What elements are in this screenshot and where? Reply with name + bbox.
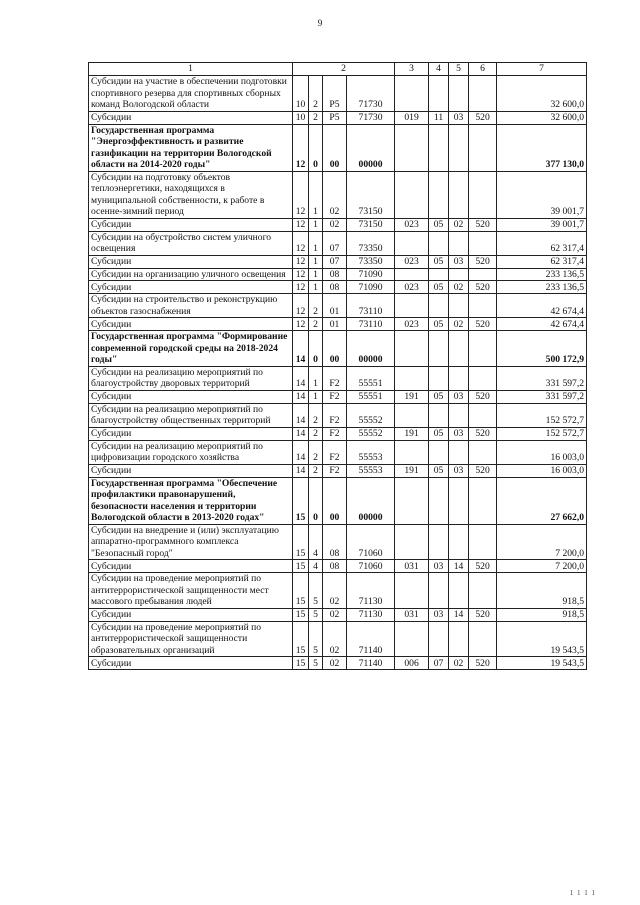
subsidy-row [89,560,587,573]
code-program-cell: 15 [293,573,309,609]
department-code-cell: 191 [395,464,429,477]
subsection-code-cell [449,366,469,390]
subsidy-row [89,390,587,403]
code-number-cell: 00000 [347,477,395,524]
item-row [89,573,587,609]
code-subprogram-cell: 1 [309,366,323,390]
code-direction-cell: 00 [323,331,347,367]
section-code-cell: 05 [429,318,449,331]
row-name-cell: Субсидии [89,608,293,621]
amount-cell: 233 136,5 [497,281,587,294]
department-code-cell: 031 [395,608,429,621]
code-direction-cell: 08 [323,524,347,560]
amount-cell: 62 317,4 [497,255,587,268]
amount-cell: 32 600,0 [497,76,587,112]
code-program-cell: 14 [293,427,309,440]
department-code-cell: 019 [395,111,429,124]
section-code-cell [429,366,449,390]
section-code-cell: 03 [429,560,449,573]
page-number: 9 [317,18,323,28]
expense-type-cell: 520 [469,390,497,403]
department-code-cell [395,124,429,171]
department-code-cell [395,621,429,657]
section-code-cell [429,477,449,524]
section-code-cell: 11 [429,111,449,124]
code-direction-cell: 08 [323,268,347,281]
code-number-cell: 73150 [347,218,395,231]
code-subprogram-cell: 1 [309,281,323,294]
code-subprogram-cell: 4 [309,560,323,573]
subsection-code-cell [449,524,469,560]
row-name-cell: Государственная программа "Формирование современной городской среды на 2018-2024 годы" [89,331,293,367]
code-subprogram-cell: 0 [309,124,323,171]
code-direction-cell: 02 [323,621,347,657]
row-name-cell: Субсидии [89,657,293,670]
code-subprogram-cell: 1 [309,390,323,403]
code-direction-cell: 02 [323,573,347,609]
subsection-code-cell: 03 [449,427,469,440]
table-header-row [89,63,587,76]
code-direction-cell: P5 [323,76,347,112]
code-program-cell: 14 [293,464,309,477]
code-number-cell: 71060 [347,560,395,573]
expense-type-cell [469,171,497,218]
row-name-cell: Субсидии на проведение мероприятий по антитеррористической защищенности мест массового пребывания людей [89,573,293,609]
item-row [89,524,587,560]
expense-type-cell [469,124,497,171]
code-subprogram-cell: 2 [309,464,323,477]
code-program-cell: 15 [293,608,309,621]
code-program-cell: 12 [293,294,309,318]
code-direction-cell: 01 [323,318,347,331]
department-code-cell [395,231,429,255]
section-code-cell [429,403,449,427]
section-code-cell: 05 [429,390,449,403]
item-row [89,621,587,657]
code-direction-cell: P5 [323,111,347,124]
code-program-cell: 15 [293,560,309,573]
code-subprogram-cell: 1 [309,171,323,218]
code-subprogram-cell: 1 [309,231,323,255]
program-row [89,331,587,367]
expense-type-cell: 520 [469,318,497,331]
code-subprogram-cell: 2 [309,111,323,124]
subsection-code-cell: 02 [449,657,469,670]
expense-type-cell: 520 [469,464,497,477]
code-subprogram-cell: 2 [309,76,323,112]
amount-cell: 16 003,0 [497,464,587,477]
section-code-cell: 05 [429,427,449,440]
amount-cell: 42 674,4 [497,318,587,331]
expense-type-cell [469,331,497,367]
row-name-cell: Государственная программа "Энергоэффективность и развитие газификации на территории Вологодской области на 2014-2020 годы" [89,124,293,171]
program-row [89,477,587,524]
subsidy-row [89,218,587,231]
row-name-cell: Субсидии [89,427,293,440]
subsection-code-cell [449,440,469,464]
row-name-cell: Субсидии [89,255,293,268]
expense-type-cell [469,621,497,657]
code-subprogram-cell: 0 [309,331,323,367]
row-name-cell: Субсидии [89,560,293,573]
section-code-cell [429,294,449,318]
item-row [89,403,587,427]
expense-type-cell: 520 [469,560,497,573]
code-subprogram-cell: 1 [309,218,323,231]
header-cell: 4 [429,63,449,76]
row-name-cell: Субсидии на реализацию мероприятий по благоустройству общественных территорий [89,403,293,427]
amount-cell: 331 597,2 [497,366,587,390]
section-code-cell [429,573,449,609]
subsidy-row [89,657,587,670]
row-name-cell: Субсидии [89,281,293,294]
code-direction-cell: F2 [323,390,347,403]
department-code-cell [395,403,429,427]
expense-type-cell: 520 [469,608,497,621]
code-subprogram-cell: 2 [309,403,323,427]
item-row [89,76,587,112]
amount-cell: 62 317,4 [497,231,587,255]
code-program-cell: 12 [293,281,309,294]
code-number-cell: 71730 [347,76,395,112]
code-subprogram-cell: 2 [309,294,323,318]
header-cell: 6 [469,63,497,76]
header-cell: 3 [395,63,429,76]
code-subprogram-cell: 5 [309,621,323,657]
code-direction-cell: 08 [323,281,347,294]
department-code-cell [395,440,429,464]
code-direction-cell: 08 [323,560,347,573]
item-row [89,231,587,255]
code-number-cell: 55552 [347,427,395,440]
expense-type-cell: 520 [469,255,497,268]
amount-cell: 39 001,7 [497,171,587,218]
department-code-cell: 023 [395,218,429,231]
expense-type-cell: 520 [469,657,497,670]
code-number-cell: 71130 [347,608,395,621]
item-row [89,268,587,281]
code-program-cell: 14 [293,331,309,367]
subsection-code-cell [449,621,469,657]
section-code-cell [429,331,449,367]
expense-type-cell: 520 [469,281,497,294]
corner-mark: 1 1 1 1 [569,889,596,897]
subsection-code-cell: 02 [449,281,469,294]
code-program-cell: 12 [293,268,309,281]
subsidy-row [89,111,587,124]
code-direction-cell: 00 [323,477,347,524]
subsection-code-cell: 14 [449,560,469,573]
expense-type-cell: 520 [469,218,497,231]
subsidy-row [89,318,587,331]
row-name-cell: Субсидии на проведение мероприятий по антитеррористической защищенности образовательных организаций [89,621,293,657]
section-code-cell: 05 [429,218,449,231]
code-program-cell: 15 [293,657,309,670]
row-name-cell: Субсидии [89,111,293,124]
amount-cell: 233 136,5 [497,268,587,281]
subsidy-row [89,281,587,294]
code-program-cell: 15 [293,621,309,657]
code-direction-cell: 07 [323,231,347,255]
header-cell: 2 [293,63,395,76]
row-name-cell: Государственная программа "Обеспечение профилактики правонарушений, безопасности населения и территории Вологодской области в 2013-2020 годах" [89,477,293,524]
code-direction-cell: 07 [323,255,347,268]
code-direction-cell: 02 [323,608,347,621]
code-number-cell: 00000 [347,331,395,367]
code-number-cell: 73350 [347,255,395,268]
subsidy-row [89,464,587,477]
code-subprogram-cell: 4 [309,524,323,560]
department-code-cell: 191 [395,390,429,403]
code-program-cell: 10 [293,76,309,112]
code-direction-cell: F2 [323,403,347,427]
code-direction-cell: 00 [323,124,347,171]
header-cell: 7 [497,63,587,76]
code-number-cell: 73110 [347,294,395,318]
amount-cell: 39 001,7 [497,218,587,231]
section-code-cell [429,231,449,255]
amount-cell: 918,5 [497,608,587,621]
department-code-cell [395,366,429,390]
row-name-cell: Субсидии [89,390,293,403]
code-direction-cell: F2 [323,427,347,440]
subsection-code-cell: 03 [449,111,469,124]
section-code-cell [429,171,449,218]
code-number-cell: 71730 [347,111,395,124]
subsidy-row [89,608,587,621]
row-name-cell: Субсидии на обустройство систем уличного освещения [89,231,293,255]
code-direction-cell: 02 [323,171,347,218]
department-code-cell: 023 [395,318,429,331]
code-program-cell: 14 [293,403,309,427]
department-code-cell [395,76,429,112]
code-number-cell: 73150 [347,171,395,218]
code-number-cell: 71090 [347,281,395,294]
amount-cell: 377 130,0 [497,124,587,171]
code-subprogram-cell: 1 [309,268,323,281]
code-number-cell: 71140 [347,657,395,670]
subsection-code-cell: 03 [449,255,469,268]
amount-cell: 331 597,2 [497,390,587,403]
code-program-cell: 10 [293,111,309,124]
subsidy-row [89,255,587,268]
row-name-cell: Субсидии на строительство и реконструкцию объектов газоснабжения [89,294,293,318]
header-cell: 1 [89,63,293,76]
code-number-cell: 55552 [347,403,395,427]
expense-type-cell: 520 [469,111,497,124]
row-name-cell: Субсидии [89,318,293,331]
subsection-code-cell: 14 [449,608,469,621]
amount-cell: 152 572,7 [497,427,587,440]
header-cell: 5 [449,63,469,76]
code-program-cell: 12 [293,231,309,255]
subsection-code-cell [449,331,469,367]
amount-cell: 152 572,7 [497,403,587,427]
section-code-cell [429,76,449,112]
subsection-code-cell [449,231,469,255]
section-code-cell [429,124,449,171]
code-subprogram-cell: 5 [309,573,323,609]
expense-type-cell [469,294,497,318]
department-code-cell: 023 [395,281,429,294]
amount-cell: 7 200,0 [497,524,587,560]
section-code-cell [429,621,449,657]
code-number-cell: 71140 [347,621,395,657]
code-number-cell: 71060 [347,524,395,560]
code-subprogram-cell: 2 [309,427,323,440]
section-code-cell [429,524,449,560]
subsection-code-cell: 02 [449,318,469,331]
subsection-code-cell [449,268,469,281]
item-row [89,440,587,464]
subsection-code-cell [449,573,469,609]
code-direction-cell: 01 [323,294,347,318]
subsection-code-cell [449,477,469,524]
item-row [89,366,587,390]
row-name-cell: Субсидии на участие в обеспечении подготовки спортивного резерва для спортивных сборных команд Вологодской области [89,76,293,112]
code-subprogram-cell: 5 [309,657,323,670]
program-row [89,124,587,171]
amount-cell: 16 003,0 [497,440,587,464]
expense-type-cell [469,403,497,427]
code-program-cell: 12 [293,318,309,331]
code-number-cell: 55553 [347,464,395,477]
code-program-cell: 12 [293,124,309,171]
subsection-code-cell [449,124,469,171]
amount-cell: 19 543,5 [497,621,587,657]
item-row [89,294,587,318]
department-code-cell [395,477,429,524]
code-subprogram-cell: 5 [309,608,323,621]
section-code-cell: 07 [429,657,449,670]
amount-cell: 19 543,5 [497,657,587,670]
subsection-code-cell [449,294,469,318]
code-number-cell: 55551 [347,366,395,390]
department-code-cell: 031 [395,560,429,573]
expense-type-cell [469,524,497,560]
department-code-cell [395,573,429,609]
subsection-code-cell: 02 [449,218,469,231]
subsidy-row [89,427,587,440]
section-code-cell [429,440,449,464]
department-code-cell: 191 [395,427,429,440]
code-subprogram-cell: 1 [309,255,323,268]
department-code-cell: 023 [395,255,429,268]
code-number-cell: 00000 [347,124,395,171]
code-direction-cell: F2 [323,464,347,477]
expense-type-cell [469,366,497,390]
row-name-cell: Субсидии [89,218,293,231]
code-program-cell: 12 [293,255,309,268]
amount-cell: 27 662,0 [497,477,587,524]
subsection-code-cell [449,403,469,427]
section-code-cell: 05 [429,281,449,294]
expense-type-cell [469,268,497,281]
expense-type-cell [469,477,497,524]
code-number-cell: 73110 [347,318,395,331]
item-row [89,171,587,218]
amount-cell: 500 172,9 [497,331,587,367]
code-direction-cell: F2 [323,366,347,390]
code-program-cell: 12 [293,218,309,231]
code-program-cell: 15 [293,524,309,560]
budget-table [88,62,587,670]
code-subprogram-cell: 0 [309,477,323,524]
row-name-cell: Субсидии на реализацию мероприятий по цифровизации городского хозяйства [89,440,293,464]
code-number-cell: 71130 [347,573,395,609]
amount-cell: 7 200,0 [497,560,587,573]
code-program-cell: 15 [293,477,309,524]
department-code-cell: 006 [395,657,429,670]
row-name-cell: Субсидии на подготовку объектов теплоэнергетики, находящихся в муниципальной собственности, к работе в осенне-зимний период [89,171,293,218]
subsection-code-cell: 03 [449,390,469,403]
section-code-cell [429,268,449,281]
code-number-cell: 55551 [347,390,395,403]
section-code-cell: 05 [429,464,449,477]
row-name-cell: Субсидии на реализацию мероприятий по благоустройству дворовых территорий [89,366,293,390]
amount-cell: 32 600,0 [497,111,587,124]
row-name-cell: Субсидии [89,464,293,477]
expense-type-cell: 520 [469,427,497,440]
department-code-cell [395,268,429,281]
section-code-cell: 03 [429,608,449,621]
expense-type-cell [469,231,497,255]
department-code-cell [395,331,429,367]
code-subprogram-cell: 2 [309,440,323,464]
section-code-cell: 05 [429,255,449,268]
code-direction-cell: 02 [323,218,347,231]
row-name-cell: Субсидии на внедрение и (или) эксплуатацию аппаратно-программного комплекса "Безопасный город" [89,524,293,560]
code-program-cell: 14 [293,390,309,403]
code-program-cell: 14 [293,366,309,390]
amount-cell: 42 674,4 [497,294,587,318]
code-direction-cell: F2 [323,440,347,464]
department-code-cell [395,294,429,318]
expense-type-cell [469,440,497,464]
code-number-cell: 71090 [347,268,395,281]
subsection-code-cell: 03 [449,464,469,477]
code-direction-cell: 02 [323,657,347,670]
department-code-cell [395,524,429,560]
code-number-cell: 73350 [347,231,395,255]
code-subprogram-cell: 2 [309,318,323,331]
department-code-cell [395,171,429,218]
subsection-code-cell [449,171,469,218]
expense-type-cell [469,573,497,609]
expense-type-cell [469,76,497,112]
amount-cell: 918,5 [497,573,587,609]
code-program-cell: 12 [293,171,309,218]
subsection-code-cell [449,76,469,112]
code-number-cell: 55553 [347,440,395,464]
code-program-cell: 14 [293,440,309,464]
row-name-cell: Субсидии на организацию уличного освещения [89,268,293,281]
